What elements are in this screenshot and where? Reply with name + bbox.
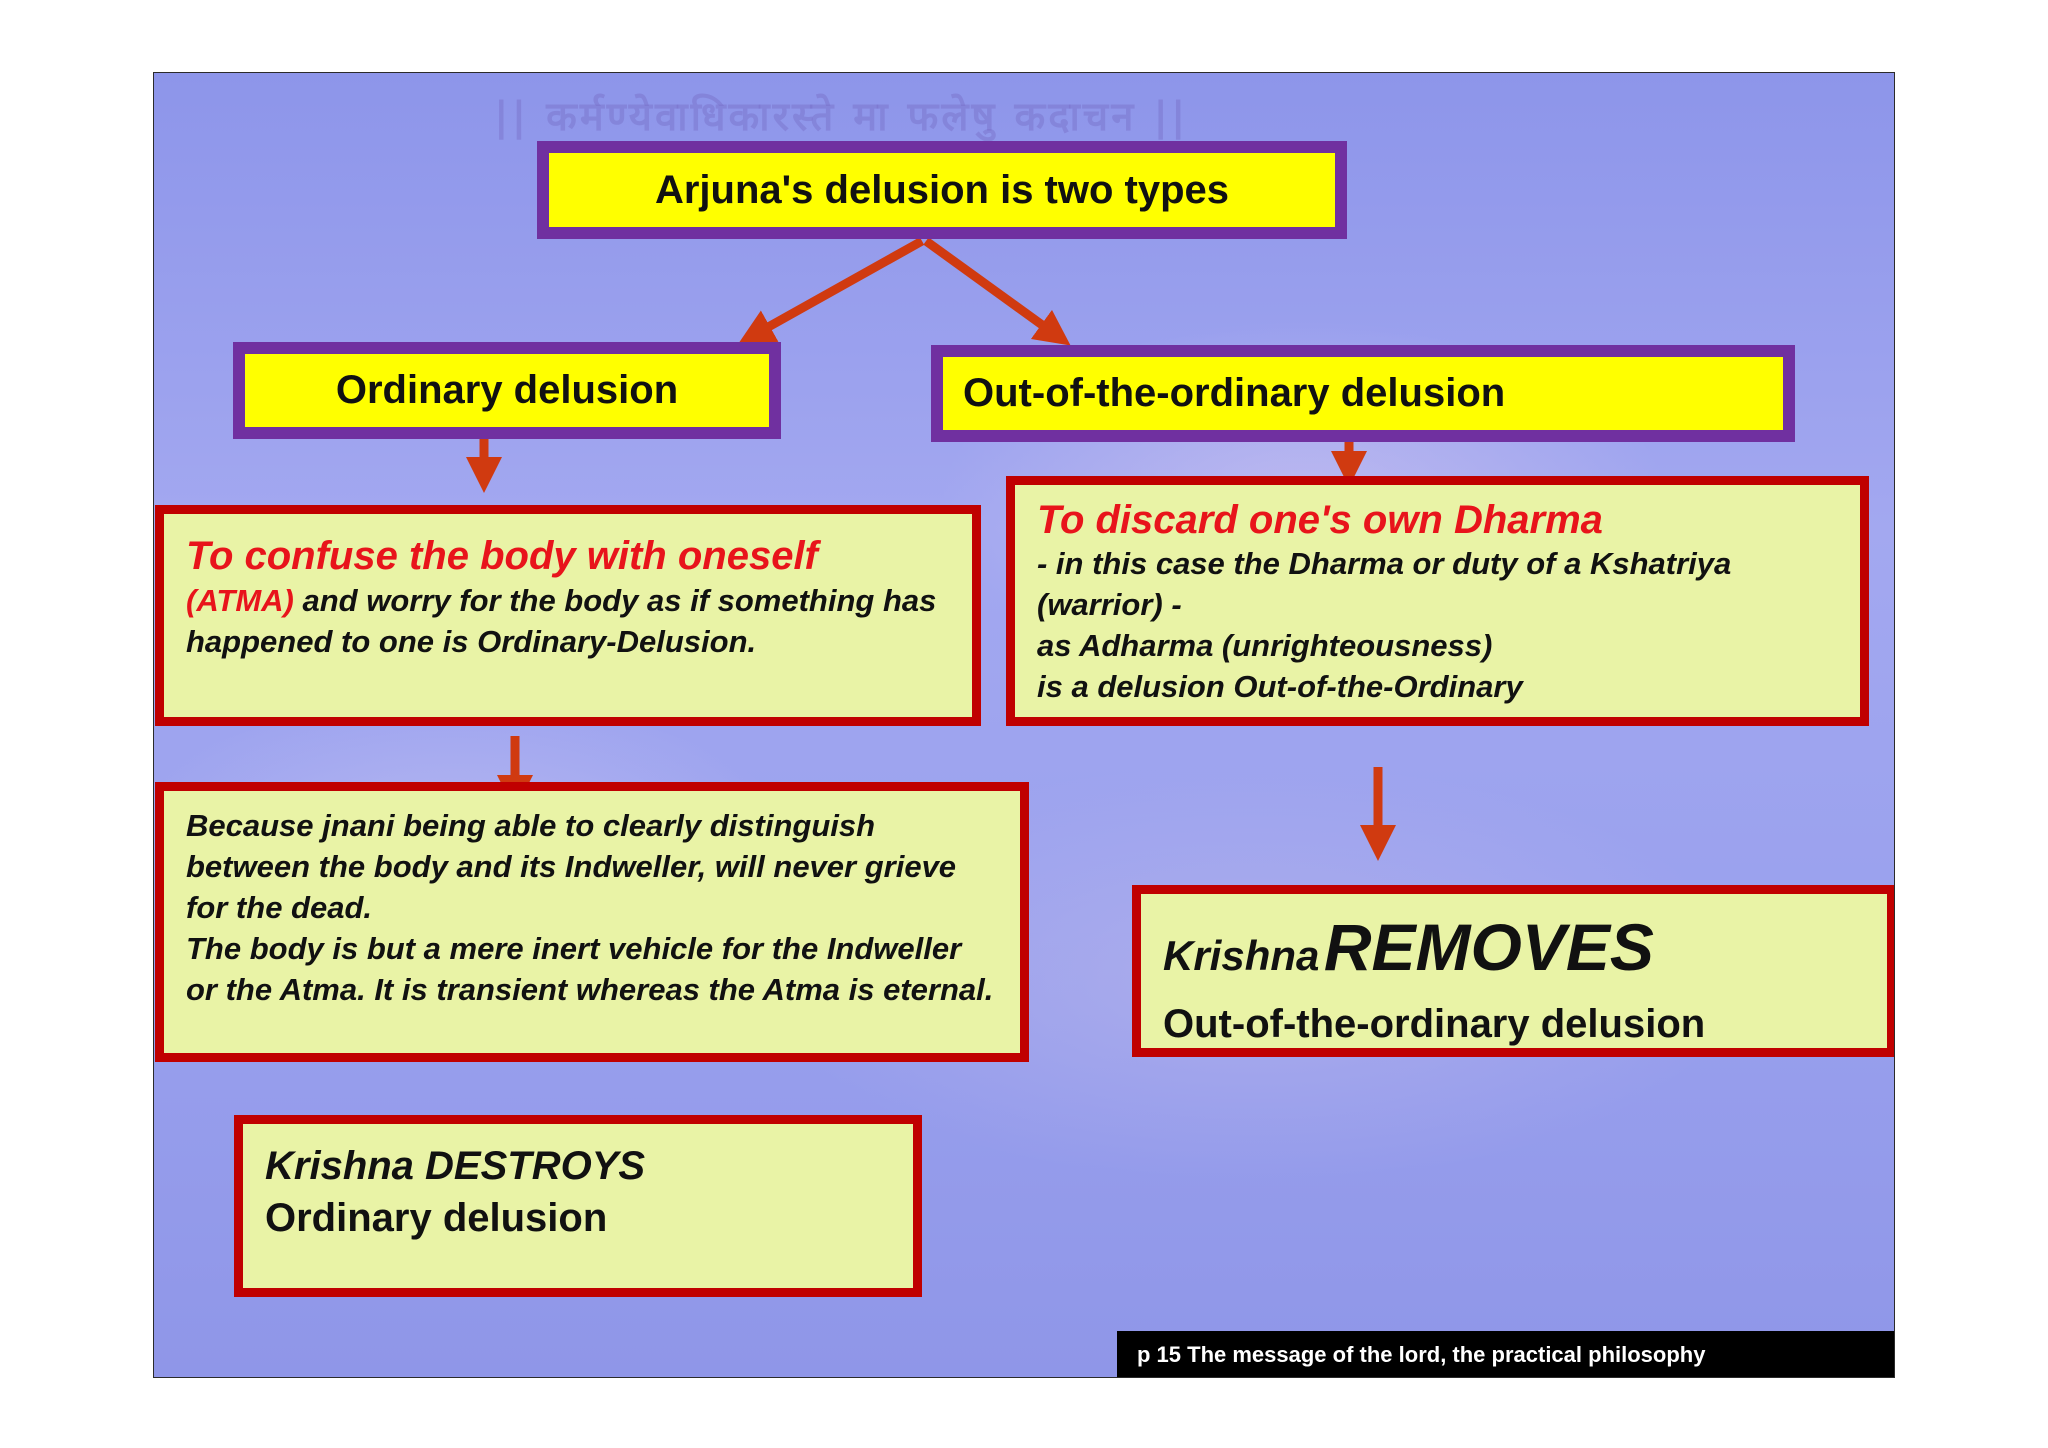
krishna-destroys-box bbox=[234, 1115, 922, 1297]
extraordinary-delusion-box bbox=[931, 345, 1795, 442]
jnani-explanation-box bbox=[155, 782, 1029, 1062]
extraordinary-delusion-heading: Out-of-the-ordinary delusion bbox=[963, 371, 1506, 415]
krishna-removes-box bbox=[1132, 885, 1895, 1057]
footer-text: p 15 The message of the lord, the practical philosophy bbox=[1137, 1341, 1706, 1367]
ordinary-definition-box bbox=[155, 505, 981, 726]
removes-label: REMOVES bbox=[1323, 910, 1654, 984]
ordinary-delusion-heading: Ordinary delusion bbox=[335, 368, 679, 412]
background-sanskrit-verse: || कर्मण्येवाधिकारस्ते मा फलेषु कदाचन || bbox=[494, 94, 1189, 140]
atma-label: (ATMA) bbox=[186, 583, 294, 618]
destroys-line: Krishna DESTROYS bbox=[265, 1144, 646, 1188]
slide bbox=[153, 72, 1895, 1378]
extraordinary-definition-line3: is a delusion Out-of-the-Ordinary bbox=[1037, 669, 1523, 704]
arrow-title-to-ordinary bbox=[754, 241, 922, 335]
title-text: Arjuna's delusion is two types bbox=[654, 167, 1230, 212]
extraordinary-definition-line1: - in this case the Dharma or duty of a Kshatriya (warrior) - bbox=[1037, 546, 1732, 622]
destroys-target: Ordinary delusion bbox=[265, 1196, 608, 1240]
ordinary-delusion-box bbox=[233, 342, 781, 439]
ordinary-definition-body bbox=[186, 580, 950, 662]
ordinary-definition-rest: and worry for the body as if something has happened to one is Ordinary-Delusion. bbox=[186, 583, 937, 659]
extraordinary-definition-box bbox=[1006, 476, 1869, 726]
extraordinary-definition-line2: as Adharma (unrighteousness) bbox=[1037, 628, 1493, 663]
extraordinary-definition-lead: To discard one's own Dharma bbox=[1037, 498, 1603, 542]
jnani-explanation-1: Because jnani being able to clearly distinguish between the body and its Indweller, will never grieve for the dead. bbox=[186, 808, 957, 925]
ordinary-definition-lead: To confuse the body with oneself bbox=[186, 534, 818, 578]
jnani-explanation-2: The body is but a mere inert vehicle for the Indweller or the Atma. It is transient whereas the Atma is eternal. bbox=[186, 931, 994, 1007]
title-box bbox=[537, 141, 1347, 239]
krishna-removes-line bbox=[1163, 912, 1865, 1001]
footer-caption bbox=[1117, 1331, 1895, 1378]
arrow-title-to-extraordinary bbox=[926, 241, 1056, 335]
krishna-label: Krishna bbox=[1163, 932, 1320, 979]
removes-target: Out-of-the-ordinary delusion bbox=[1163, 1002, 1706, 1046]
